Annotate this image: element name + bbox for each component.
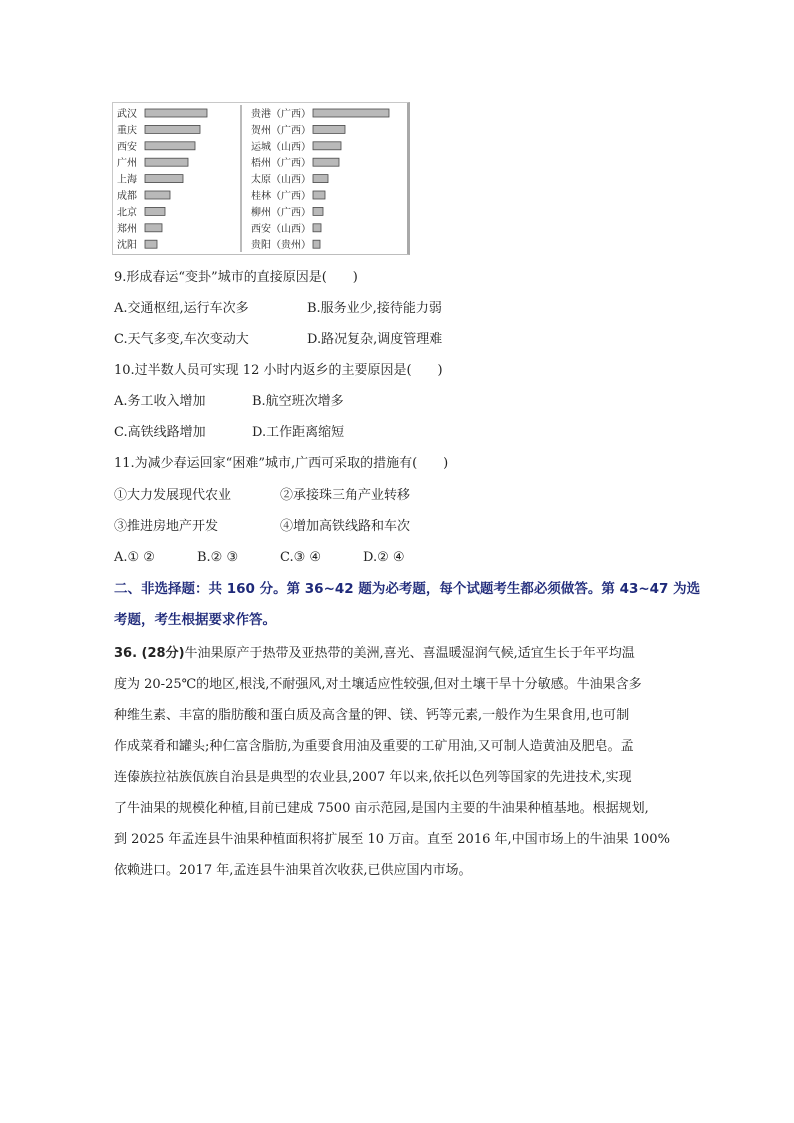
q36-line-6: 了牛油果的规模化种植,目前已建成 7500 亩示范园,是国内主要的牛油果种植基地。根据规划, bbox=[114, 801, 649, 816]
q10-option-a[interactable]: A.务工收入增加 bbox=[114, 394, 206, 409]
q36-line-7: 到 2025 年孟连县牛油果种植面积将扩展至 10 万亩。直至 2016 年,中国市场上的牛油果 100% bbox=[114, 832, 670, 847]
bar-label: 柳州（广西） bbox=[251, 207, 311, 219]
city-bar-chart bbox=[112, 102, 410, 255]
q10-options-row2 bbox=[114, 424, 345, 442]
q36-line-5: 连傣族拉祜族佤族自治县是典型的农业县,2007 年以来,依托以色列等国家的先进技术,实现 bbox=[114, 770, 632, 785]
bar bbox=[313, 191, 325, 199]
q9-option-d[interactable]: D.路况复杂,调度管理难 bbox=[307, 332, 443, 347]
section2-heading-line1: 二、非选择题：共 160 分。第 36~42 题为必考题，每个试题考生都必须做答。第 43~47 为选 bbox=[114, 581, 701, 597]
bar bbox=[145, 109, 207, 117]
bar bbox=[313, 125, 345, 133]
q10-options-row1 bbox=[114, 393, 344, 411]
q36-label: 36. (28分) bbox=[114, 646, 185, 661]
bar-label: 贺州（广西） bbox=[251, 125, 311, 137]
bar-label: 郑州 bbox=[117, 223, 137, 235]
bar-label: 上海 bbox=[117, 174, 137, 186]
q36-line-3: 种维生素、丰富的脂肪酸和蛋白质及高含量的钾、镁、钙等元素,一般作为生果食用,也可制 bbox=[114, 708, 630, 723]
q9-options-row1 bbox=[114, 300, 442, 318]
q11-statements-row1 bbox=[114, 487, 411, 505]
bar bbox=[145, 207, 165, 215]
bar bbox=[145, 224, 162, 232]
bar bbox=[313, 207, 323, 215]
bar bbox=[313, 175, 328, 183]
q10-option-b[interactable]: B.航空班次增多 bbox=[252, 394, 344, 409]
q36-line-2: 度为 20-25℃的地区,根浅,不耐强风,对土壤适应性较强,但对土壤干旱十分敏感。牛油果含多 bbox=[114, 677, 642, 692]
bar bbox=[145, 125, 200, 133]
bar-label: 西安 bbox=[117, 141, 137, 153]
q9-options-row2 bbox=[114, 331, 443, 349]
q11-statement-2: ②承接珠三角产业转移 bbox=[280, 488, 411, 503]
bar-label: 武汉 bbox=[117, 109, 137, 120]
q10-option-c[interactable]: C.高铁线路增加 bbox=[114, 425, 206, 440]
bar-label: 桂林（广西） bbox=[251, 191, 311, 202]
bar-label: 西安（山西） bbox=[251, 223, 311, 235]
q11-options-row bbox=[114, 549, 405, 567]
q36-line-4: 作成菜肴和罐头;种仁富含脂肪,为重要食用油及重要的工矿用油,又可制人造黄油及肥皂。孟 bbox=[114, 739, 634, 754]
bar bbox=[145, 240, 157, 248]
bar-label: 运城（山西） bbox=[251, 141, 311, 153]
q11-option-d[interactable]: D.② ④ bbox=[363, 550, 405, 565]
bar-label: 贵阳（贵州） bbox=[251, 240, 311, 252]
q10-option-d[interactable]: D.工作距离缩短 bbox=[252, 425, 345, 440]
q9-stem: 9.形成春运“变卦”城市的直接原因是( ) bbox=[114, 270, 358, 285]
bar-label: 北京 bbox=[117, 207, 137, 219]
q11-statement-4: ④增加高铁线路和车次 bbox=[280, 519, 411, 534]
q36-paragraph bbox=[114, 638, 684, 886]
section2-heading-line2: 考题，考生根据要求作答。 bbox=[114, 612, 276, 628]
q9-option-b[interactable]: B.服务业少,接待能力弱 bbox=[307, 301, 442, 316]
bar-chart-svg bbox=[113, 103, 409, 254]
bar-label: 成都 bbox=[117, 191, 137, 202]
bar-label: 太原（山西） bbox=[251, 174, 311, 186]
bar-label: 重庆 bbox=[117, 125, 137, 137]
bar bbox=[313, 158, 339, 166]
q9-option-a[interactable]: A.交通枢纽,运行车次多 bbox=[114, 301, 249, 316]
q11-statements-row2 bbox=[114, 518, 411, 536]
bar-label: 贵港（广西） bbox=[251, 109, 311, 120]
bar bbox=[145, 175, 183, 183]
bar bbox=[313, 109, 389, 117]
bar-label: 广州 bbox=[117, 158, 137, 170]
q11-option-c[interactable]: C.③ ④ bbox=[280, 550, 322, 565]
bar bbox=[145, 142, 195, 150]
q11-stem: 11.为减少春运回家“困难”城市,广西可采取的措施有( ) bbox=[114, 456, 449, 471]
bar bbox=[313, 142, 341, 150]
bar-label: 梧州（广西） bbox=[251, 158, 311, 170]
bar bbox=[145, 158, 188, 166]
bar bbox=[313, 240, 320, 248]
q11-option-a[interactable]: A.① ② bbox=[114, 550, 155, 565]
q36-line-8: 依赖进口。2017 年,孟连县牛油果首次收获,已供应国内市场。 bbox=[114, 863, 472, 878]
q10-stem: 10.过半数人员可实现 12 小时内返乡的主要原因是( ) bbox=[114, 363, 443, 378]
q9-option-c[interactable]: C.天气多变,车次变动大 bbox=[114, 332, 249, 347]
bar bbox=[313, 224, 321, 232]
bar-label: 沈阳 bbox=[117, 240, 137, 252]
q11-statement-1: ①大力发展现代农业 bbox=[114, 488, 232, 503]
q36-line-1: 36. (28分)牛油果原产于热带及亚热带的美洲,喜光、喜温暖湿润气候,适宜生长于年平均温 bbox=[114, 646, 635, 661]
q11-option-b[interactable]: B.② ③ bbox=[197, 550, 239, 565]
bar bbox=[145, 191, 170, 199]
q11-statement-3: ③推进房地产开发 bbox=[114, 519, 219, 534]
